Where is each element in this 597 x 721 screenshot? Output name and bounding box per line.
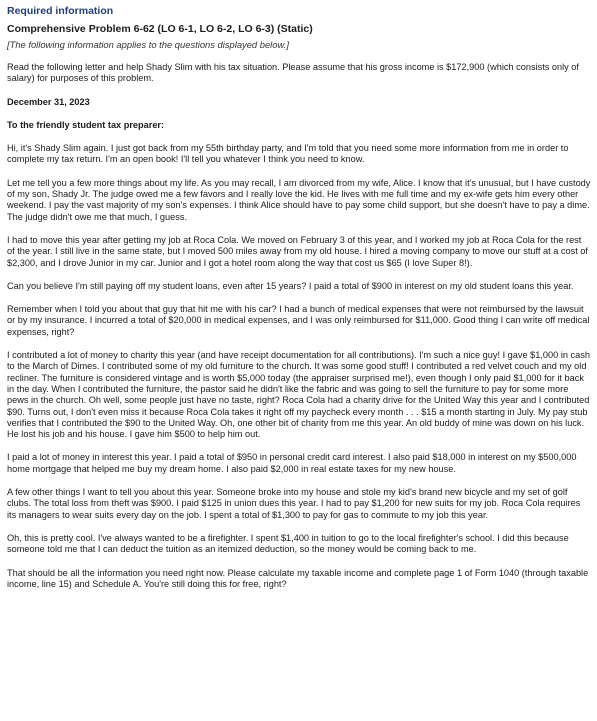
letter-paragraph-other: A few other things I want to tell you about this year. Someone broke into my house and stole my kid's brand new bicycle and my set of golf clubs. The total loss from theft was $900. I paid $125 in union dues this year. I had to pay $1,200 for new suits for my job. Roca Cola requires its managers to wear suits every day on the job. I spent a total of $1,300 to pay for gas to commute to my job this year.	[7, 487, 581, 520]
problem-title: Comprehensive Problem 6-62 (LO 6-1, LO 6-2, LO 6-3) (Static)	[7, 23, 313, 35]
letter-date: December 31, 2023	[7, 96, 90, 107]
letter-paragraph-greeting: Hi, it's Shady Slim again. I just got back from my 55th birthday party, and I'm told that you need some more information from me in order to complete my tax return. I'm an open book! I'll tell you whatever I think you need to know.	[7, 143, 569, 165]
required-information-label: Required information	[7, 5, 114, 17]
letter-paragraph-student-loans: Can you believe I'm still paying off my student loans, even after 15 years? I paid a total of $900 in interest on my old student loans this year.	[7, 280, 574, 291]
letter-salutation: To the friendly student tax preparer:	[7, 119, 165, 130]
letter-paragraph-interest: I paid a lot of money in interest this year. I paid a total of $950 in personal credit card interest. I also paid $18,000 in interest on my $500,000 home mortgage that helped me buy my dream home. I also paid $2,000 in real estate taxes for my new house.	[7, 452, 577, 474]
problem-subtitle: [The following information applies to the questions displayed below.]	[7, 39, 289, 50]
letter-paragraph-tuition: Oh, this is pretty cool. I've always wanted to be a firefighter. I spent $1,400 in tuition to go to the local firefighter's school. I did this because someone told me that I can deduct the tuition as an itemized deduction, so the money would be coming back to me.	[7, 532, 569, 555]
letter-paragraph-closing: That should be all the information you need right now. Please calculate my taxable income and complete page 1 of Form 1040 (through taxable income, line 15) and Schedule A. You're still doing this for free, right?	[7, 567, 589, 589]
letter-paragraph-family: Let me tell you a few more things about my life. As you may recall, I am divorced from my wife, Alice. I know that it's unusual, but I have custody of my son, Shady Jr. The judge owed me a few favors and I really love the kid. He lives with me full time and my ex-wife gets him every other weekend. I pay the vast majority of my son's expenses. I think Alice should have to pay some child support, but she doesn't have to pay a dime. The judge didn't owe me that much, I guess.	[7, 177, 591, 222]
intro-paragraph: Read the following letter and help Shady Slim with his tax situation. Please assume that his gross income is $172,900 (which consists only of salary) for purposes of this problem.	[7, 62, 579, 84]
letter-paragraph-moving: I had to move this year after getting my job at Roca Cola. We moved on February 3 of this year, and I worked my job at Roca Cola for the rest of the year. I still live in the same state, but I moved 500 miles away from my old house. I hired a moving company to move our stuff at a cost of $2,300, and I drove Junior in my car. Junior and I got a hotel room along the way that cost us $65 (I love Super 8!).	[7, 234, 588, 268]
letter-paragraph-medical: Remember when I told you about that guy that hit me with his car? I had a bunch of medical expenses that were not reimbursed by the lawsuit or by my insurance. I incurred a total of $20,000 in medical expenses, and I was only reimbursed for $11,000. Good thing I can write off medical expenses, right?	[7, 304, 590, 337]
letter-paragraph-charity: I contributed a lot of money to charity this year (and have receipt documentation for all contributions). I'm such a nice guy! I gave $1,000 in cash to the March of Dimes. I contributed some of my old furniture to the church. It was some good stuff! I contributed a red velvet couch and my old recliner. The furniture is considered vintage and is worth $5,000 today (the appraiser surprised me!), even though I only paid $1,000 for it back in the day. When I contributed the furniture, the pastor said he didn't like the fabric and was going to sell the furniture to pay for some more pews in the church. Oh well, some people just have no taste, right? Roca Cola had a charity drive for the United Way this year and I contributed $90. Turns out, I don't even miss it because Roca Cola takes it right off my paycheck every month . . . $15 a month starting in July. My pay stub verifies that I contributed the $90 to the United Way. Oh, one other bit of charity from me this year. An old buddy of mine was down on his luck. He lost his job and his house. I gave him $500 to help him out.	[7, 350, 590, 440]
